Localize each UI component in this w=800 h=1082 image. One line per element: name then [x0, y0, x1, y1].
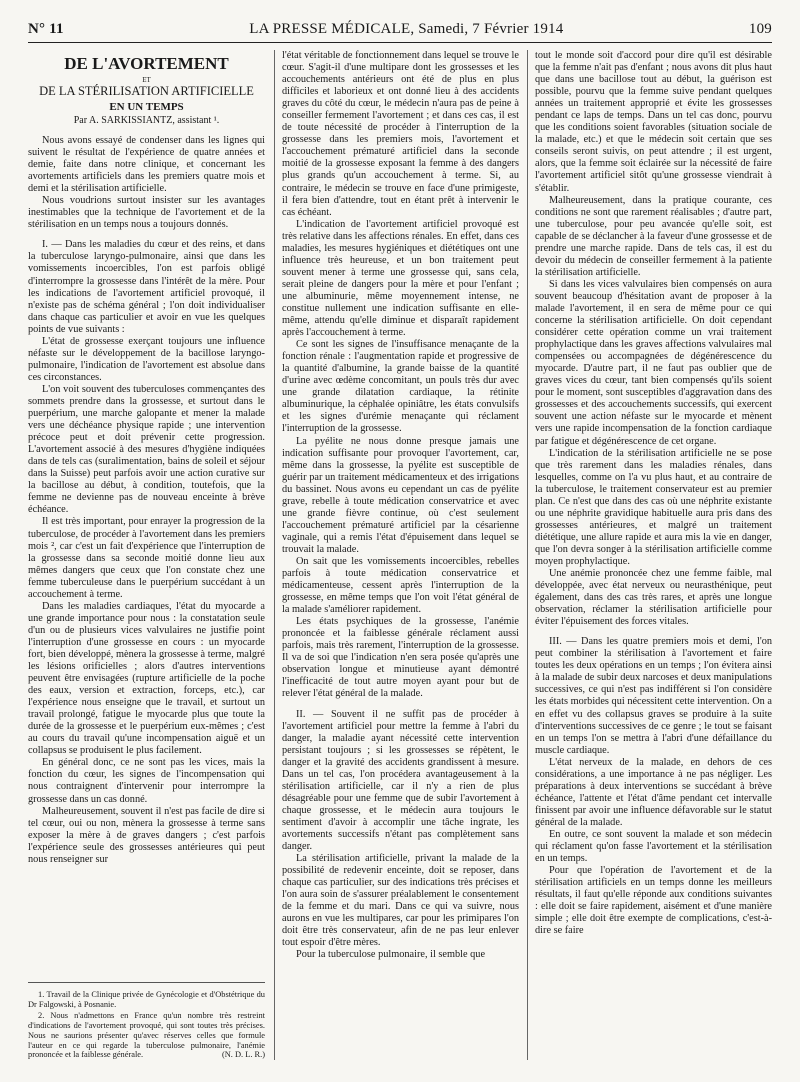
paragraph: En général donc, ce ne sont pas les vices, mais la fonction du cœur, les signes de l'incompensation qui nous contraignent d'intervenir pour interrompre la grossesse dans un cas donné.: [28, 757, 265, 805]
paragraph: L'indication de la stérilisation artificielle ne se pose que très rarement dans les maladies rénales, dans lesquelles, comme on l'a vu plus haut, et au contraire de la tuberculose, le traitement conservateur est au premier plan. Ce n'est que dans des cas où une néphrite existante ou une néphrite gravidique habituelle aura pris dans des grossesses antérieures, et malgré un traitement diététique, une allure rapide et aura mis la vie en danger, que l'on devra songer à la stérilisation artificielle comme moyen prophylactique.: [535, 447, 772, 567]
paragraph: Nous voudrions surtout insister sur les avantages inestimables que la technique de l'avortement et de la stérilisation en un temps nous a toujours donnés.: [28, 195, 265, 231]
paragraph: L'on voit souvent des tuberculoses commençantes des sommets prendre dans la grossesse, et surtout dans le puerpérium, une marche galopante et mener la malade vers une déchéance physique rapide ; une intervention précoce peut et doit prévenir cette progression. L'avortement associé à des mesures d'hygiène indiquées dans de tels cas (suralimentation, bains de soleil et séjour dans la Suisse) peut parfois avoir une action curative sur la bacillose au début, à condition, toutefois, que la femme ne devienne pas de nouveau enceinte à brève échéance.: [28, 383, 265, 516]
paragraph: Ce sont les signes de l'insuffisance menaçante de la fonction rénale : l'augmentation rapide et progressive de la quantité d'albumine, la grande baisse de la quantité d'urine avec œdème concomitant, un pouls très dur avec une grande dilatation cardiaque, la rétinite albuminurique, la céphalée opiniâtre, les états convulsifs et les signes d'urémie menaçante qui réclament l'interruption de la grossesse.: [282, 339, 519, 435]
article-subtitle-2: EN UN TEMPS: [109, 101, 184, 113]
paragraph: III. — Dans les quatre premiers mois et demi, l'on peut combiner la stérilisation à l'avortement et faire toutes les deux opérations en un temps ; l'on évitera ainsi à la malade de subir deux narcoses et deux manipulations successives, ce qui n'est pas indifférent si l'on considère les états morbides qui nécessitent cette intervention. On a en effet vu des collapsus graves se produire à la suite d'interventions successives de ce genre ; le tout se faisant en un temps l'on se mettra à l'abri d'une défaillance du muscle cardiaque.: [535, 636, 772, 756]
paragraph: La stérilisation artificielle, privant la malade de la possibilité de redevenir enceinte, doit se reposer, dans chaque cas particulier, sur des indications très précises et l'on aura soin de s'assurer préalablement le consentement de la femme et du mari. Dans ce qui va suivre, nous aurons en vue les multipares, car pour les primipares l'on doit être très conservateur, afin de ne pas leur enlever tout espoir d'être mères.: [282, 853, 519, 949]
paragraph: l'état véritable de fonctionnement dans lequel se trouve le cœur. S'agit-il d'une multipare dont les grossesses et les accouchements antérieurs ont été de plus en plus difficiles et laborieux et ont donné lieu à des accidents graves du côté du cœur, le médecin n'aura pas de peine à conseiller fermement l'avortement ; et dans ces cas, il est de toute nécessité de procéder à l'interruption de la grossesse dans les premiers mois, l'avortement et l'accouchement prématuré artificiel dans la seconde moitié de la grossesse exposant la femme à des dangers plus grands qu'un accouchement à terme. Si, au contraire, le médecin se trouve en face d'une primigeste, il fera bien d'attendre, tout en étant prêt à intervenir le cas échéant.: [282, 50, 519, 218]
column-1: [28, 50, 265, 866]
column-3: [535, 50, 772, 937]
paragraph: Pour la tuberculose pulmonaire, il semble que: [296, 949, 486, 961]
paragraph: Nous avons essayé de condenser dans les lignes qui suivent le résultat de l'expérience de quatre années et demie, faite dans notre clinique, et concernant les avortements artificiels dans les premiers quatre mois et demi et la stérilisation artificielle.: [28, 135, 265, 195]
paragraph: Dans les maladies cardiaques, l'état du myocarde a une grande importance pour nous : la constatation seule d'un ou de plusieurs vices valvulaires ne justifie point l'interruption d'une grossesse en cours : un myocarde fort, bien développé, mènera la grossesse à terme, malgré les lésions orificielles ; alors d'autres interventions peuvent être envisagées (rupture artificielle de la poche des eaux, version et extraction, forceps, etc.), car l'expérience nous enseigne que le travail, et surtout un travail prolongé, fatigue le myocarde plus que toute la durée de la grossesse et le puerpérium eux-mêmes ; c'est au cours du travail qu'une incompensation aiguë et un collapsus se produisent le plus facilement.: [28, 600, 265, 757]
footnotes: [28, 982, 265, 1062]
paragraph: En outre, ce sont souvent la malade et son médecin qui réclament qu'on fasse l'avortement et la stérilisation en un temps.: [535, 829, 772, 865]
paragraph: tout le monde soit d'accord pour dire qu'il est désirable que la femme n'ait pas d'enfant ; nous avons dit plus haut que dans une bacillose tout au début, la guérison est possible, pourvu que la femme suive pendant quelques années un traitement approprié et évite les grossesses pendant ce laps de temps. Dans un tel cas donc, pourvu que les conditions soient favorables (situation sociale de la malade, etc.) et que le médecin soit certain que ses conseils seront suivis, on peut attendre ; il est urgent, alors, que la femme soit éclairée sur la nécessité de faire l'avortement artificiel sitôt qu'une grossesse viendrait à s'établir.: [535, 50, 772, 194]
page-header: [28, 14, 772, 43]
paragraph: La pyélite ne nous donne presque jamais une indication suffisante pour provoquer l'avortement, car, même dans la grossesse, la pyélite est susceptible de guérir par un traitement médicamenteux et des irrigations du bassinet. Nous avons eu cependant un cas de pyélite grave, rebelle à toute médication conservatrice et avec une grande fièvre continue, où c'est seulement l'accouchement prématuré artificiel par la césarienne vaginale, qui a remis l'état d'épuisement dans lequel se trouvait la malade.: [282, 435, 519, 555]
issue-number: N° 11: [28, 21, 64, 37]
paragraph: Malheureusement, souvent il n'est pas facile de dire si tel cœur, oui ou non, mènera la grossesse à terme sans exposer la mère à de graves dangers ; c'est parfois l'expérience seule des grossesses antérieures qui peut nous renseigner sur: [28, 805, 265, 865]
article-author: Par A. SARKISSIANTZ, assistant ¹.: [73, 115, 220, 126]
paragraph: Si dans les vices valvulaires bien compensés on aura souvent beaucoup d'hésitation avant de proposer à la malade l'avortement, il en sera de même pour ce qui concerne la stérilisation artificielle. On doit cependant considérer cette opération comme un vrai traitement prophylactique dans les graves affections valvulaires mal compensées ou accompagnées de dégénérescence du myocarde. D'autre part, il ne faut pas oublier que de graves vices du cœur, tant bien compensés qu'ils soient pour le moment, sont susceptibles d'aggravation dans des grossesses et des accouchements successifs, qui exercent souvent une action néfaste sur le myocarde et mènent vers une rapide incompensation de la fonction cardiaque par fatigue et dégénérescence de cet organe.: [535, 278, 772, 447]
article-subtitle: DE LA STÉRILISATION ARTIFICIELLE: [39, 84, 254, 98]
footnote-text: 2. Nous n'admettons en France qu'un nombre très restreint d'indications de l'avortement provoqué, qui sont toutes très précises. Nous ne saurions présenter qu'avec réserves celles que formule l'auteur en ce qui regarde la tuberculose pulmonaire, l'anémie prononcée et la faiblesse générale.: [28, 1011, 265, 1060]
paragraph: L'état de grossesse exerçant toujours une influence néfaste sur le développement de la bacillose laryngo-pulmonaire, l'indication de l'avortement est absolue dans ces circonstances.: [28, 335, 265, 383]
paragraph: I. — Dans les maladies du cœur et des reins, et dans la tuberculose laryngo-pulmonaire, ainsi que dans les vomissements incoercibles, l'on est parfois obligé d'interrompre la grossesse dans l'intérêt de la mère. Pour les indications de l'avortement artificiel provoqué, il n'existe pas de schéma général ; l'on doit individualiser dans chaque cas particulier et avoir en vue les quelques points de vue suivants :: [28, 239, 265, 335]
footnote: [28, 1011, 265, 1060]
footnote-initials: (N. D. L. R.): [221, 1050, 265, 1060]
paragraph: L'état nerveux de la malade, en dehors de ces considérations, a une importance à ne pas négliger. Les préparations à deux interventions se succédant à brève échéance, l'attente et l'état d'âme pendant cet intervalle finissent par avoir une influence défavorable sur le statut général de la malade.: [535, 756, 772, 828]
paragraph: Malheureusement, dans la pratique courante, ces conditions ne sont que rarement réalisables ; d'autre part, une tuberculose, pour peu avancée qu'elle soit, est capable de se déclancher à la faveur d'une grossesse et de prendre une marche rapide. Dans de tels cas, il est du devoir du médecin de conseiller fermement à la patiente la stérilisation artificielle.: [535, 194, 772, 278]
masthead: LA PRESSE MÉDICALE, Samedi, 7 Février 1914: [249, 21, 564, 37]
paragraph: Pour que l'opération de l'avortement et de la stérilisation artificiels en un temps donne les meilleurs résultats, il faut qu'elle réponde aux conditions suivantes : elle doit se faire rapidement, aisément et d'une manière simple ; elle doit être exempte de complications, c'est-à-dire se faire: [535, 865, 772, 937]
paragraph: Une anémie prononcée chez une femme faible, mal développée, avec état nerveux ou neurasthénique, peut également, dans des cas très rares, et après une longue observation, réclamer la stérilisation artificielle pour éviter l'épuisement des forces vitales.: [535, 568, 772, 628]
column-2: [282, 50, 519, 962]
title-conjunction: ET: [142, 76, 151, 84]
paragraph: II. — Souvent il ne suffit pas de procéder à l'avortement artificiel pour mettre la femme à l'abri du danger, la maladie ayant nécessité cette intervention persistant toujours ; si les grossesses se répètent, le danger et la gravité des accidents grandissent à mesure. Dans un tel cas, l'on procédera avantageusement à la stérilisation artificielle, car il n'y a rien de plus désagréable pour une femme que de subir l'avortement à chaque grossesse, et le médecin aura toujours le sentiment d'avoir à accomplir une tâche ingrate, les avortements successifs n'étant pas complètement sans danger.: [282, 708, 519, 853]
column-rule: [527, 50, 528, 1060]
page-number: 109: [748, 21, 772, 37]
paragraph: L'indication de l'avortement artificiel provoqué est très relative dans les affections rénales. En effet, dans ces maladies, les mesures hygiéniques et diététiques ont une influence très heureuse, et un bon traitement peut souvent mener à terme une grossesse qui, sans cela, serait pleine de dangers pour la mère et pour l'enfant ; une albuminurie, même moyennement intense, ne constitue nullement une indication suffisante en elle-même, attendu qu'elle diminue et disparaît rapidement après l'accouchement à terme.: [282, 218, 519, 339]
footnote: 1. Travail de la Clinique privée de Gynécologie et d'Obstétrique du Dr Falgowski, à Posnanie.: [28, 990, 265, 1009]
article-title: DE L'AVORTEMENT: [64, 54, 229, 73]
paragraph: Les états psychiques de la grossesse, l'anémie prononcée et la faiblesse générale réclament aussi parfois, mais très rarement, l'interruption de la grossesse. Il va de soi que l'indication n'en sera posée qu'après une observation longue et minutieuse ayant démontré l'inefficacité de tout autre moyen ayant pour but de relever l'état général de la malade.: [282, 616, 519, 700]
column-rule: [274, 50, 275, 1060]
paragraph: On sait que les vomissements incoercibles, rebelles parfois à toute médication conservatrice et médicamenteuse, cessent après l'interruption de la grossesse, en même temps que l'on voit l'état général de la malade s'améliorer rapidement.: [282, 555, 519, 616]
paragraph: Il est très important, pour enrayer la progression de la tuberculose, de procéder à l'avortement dans les premiers mois ², car c'est un fait d'expérience que l'interruption de la grossesse dans sa seconde moitié donne lieu aux mêmes dangers que ceux que l'on constate chez une femme tuberculeuse dans le puerpérium succédant à un accouchement à terme.: [28, 516, 265, 600]
